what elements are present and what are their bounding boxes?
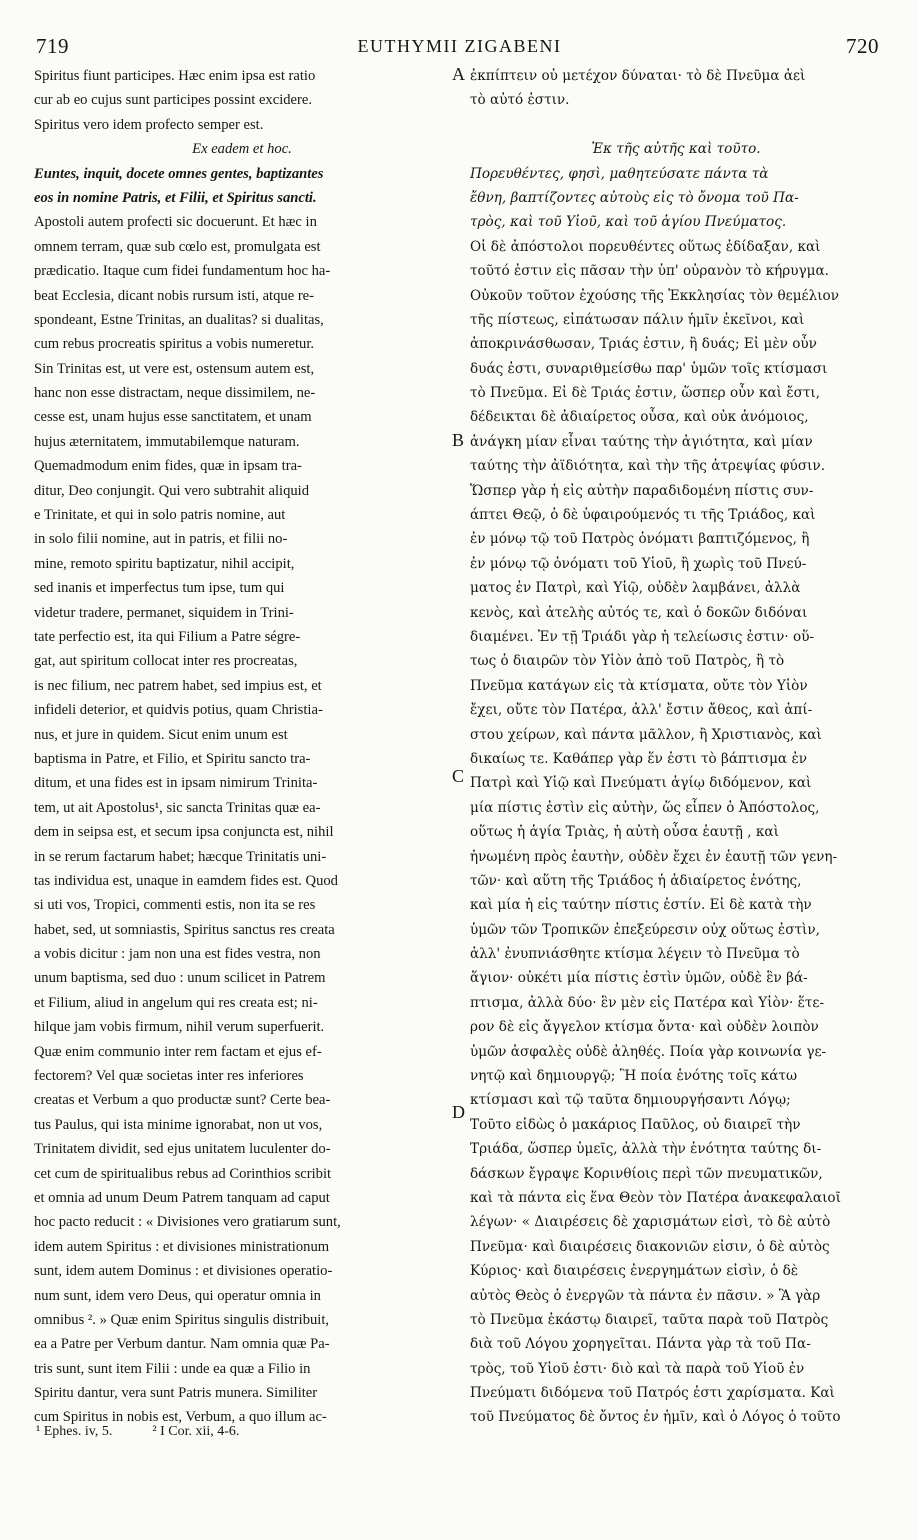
- greek-line: ἀλλ' ἐνυπνιάσθητε κτίσμα λέγειν τὸ Πνεῦμα τὸ: [470, 946, 800, 963]
- latin-line: cur ab eo cujus sunt participes possint excidere.: [34, 92, 313, 109]
- latin-line: tas individua est, unaque in eamdem fides est. Quod: [34, 872, 338, 889]
- latin-line: nus, et jure in quidem. Sicut enim unum est: [34, 726, 288, 743]
- latin-line: tris sunt, sunt item Filii : unde ea quæ a Filio in: [34, 1360, 311, 1377]
- latin-line: omnibus ². » Quæ enim Spiritus singulis distribuit,: [34, 1311, 330, 1328]
- greek-line: Οἱ δὲ ἀπόστολοι πορευθέντες οὕτως ἐδίδαξαν, καὶ: [470, 238, 821, 255]
- latin-line: idem autem Spiritus : et divisiones ministrationum: [34, 1238, 330, 1255]
- greek-line: μία πίστις ἐστὶν εἰς αὐτὴν, ὥς εἶπεν ὁ Ἀπόστολος,: [470, 799, 820, 816]
- latin-line: gat, aut spiritum collocat inter res procreatas,: [34, 653, 298, 670]
- latin-line: et omnia ad unum Deum Patrem tanquam ad caput: [34, 1189, 330, 1206]
- running-header: [0, 34, 919, 68]
- greek-line: καὶ τὰ πάντα εἰς ἕνα Θεὸν τὸν Πατέρα ἀνακεφαλαιοῖ: [470, 1189, 841, 1206]
- greek-line: διαμένει. Ἐν τῇ Τριάδι γὰρ ἡ τελείωσις ἐστιν· οὕ-: [470, 628, 815, 645]
- greek-line: ἀποκρινάσθωσαν, Τριάς ἐστιν, ἢ δυάς; Εἰ μὲν οὖν: [470, 336, 817, 353]
- greek-line: ἡνωμένη πρὸς ἑαυτὴν, οὐδὲν ἔχει ἐν ἑαυτῇ τῶν γενη-: [470, 848, 838, 865]
- latin-line: Spiritus vero idem profecto semper est.: [34, 116, 264, 133]
- latin-line: Ex eadem et hoc.: [192, 141, 292, 158]
- greek-line: Ὥσπερ γὰρ ἡ εἰς αὐτὴν παραδιδομένη πίστις συν-: [470, 482, 814, 499]
- latin-line: baptisma in Patre, et Filio, et Spiritu sancto tra-: [34, 750, 311, 767]
- latin-line: hujus æternitatem, immutabilemque naturam.: [34, 433, 300, 450]
- greek-line: Πνεῦμα· καὶ διαιρέσεις διακονιῶν εἰσιν, ὁ δὲ αὐτὸς: [470, 1238, 830, 1255]
- running-title: EUTHYMII ZIGABENI: [357, 36, 562, 56]
- latin-line: sunt, idem autem Dominus : et divisiones operatio-: [34, 1263, 333, 1280]
- greek-line: νητῷ καὶ δημιουργῷ; Ἢ ποία ἑνότης τοῖς κάτω: [470, 1068, 798, 1085]
- footnote-2: ² I Cor. xii, 4-6.: [152, 1424, 240, 1439]
- greek-line: τὸ Πνεῦμα. Εἰ δὲ Τριάς ἐστιν, ὥσπερ οὖν καὶ ἔστι,: [470, 385, 821, 402]
- latin-line: Trinitatem dividit, sed ejus unitatem luculenter do-: [34, 1141, 331, 1158]
- latin-line: Spiritu dantur, vera sunt Patris munera. Similiter: [34, 1385, 318, 1402]
- page-number-right: 720: [846, 34, 879, 58]
- greek-line: τρὸς, καὶ τοῦ Υἱοῦ, καὶ τοῦ ἁγίου Πνεύματος.: [470, 214, 787, 231]
- greek-line: διὰ τοῦ Λόγου χορηγεῖται. Πάντα γὰρ τὰ τοῦ Πα-: [470, 1336, 811, 1353]
- latin-line: cum Spiritus in nobis est, Verbum, a quo illum ac-: [34, 1409, 327, 1426]
- greek-line: άπτει Θεῷ, ὁ δὲ ὑφαιρούμενός τι τῆς Τριάδος, καὶ: [470, 507, 816, 524]
- latin-line: in se rerum factarum habet; hæcque Trinitatis uni-: [34, 848, 327, 865]
- greek-line: ἅγιον· οὐκέτι μία πίστις ἐστὶν ὑμῶν, οὐδὲ ἓν βά-: [470, 970, 808, 987]
- greek-column: [470, 64, 882, 1430]
- footnotes: [36, 1424, 239, 1440]
- latin-line: creatas et Verbum a quo productæ sunt? Certe bea-: [34, 1092, 331, 1109]
- greek-line: πτισμα, ἀλλὰ δύο· ἓν μὲν εἰς Πατέρα καὶ Υἱὸν· ἕτε-: [470, 994, 825, 1011]
- greek-line: Τοῦτο εἰδὼς ὁ μακάριος Παῦλος, οὐ διαιρεῖ τὴν: [470, 1116, 801, 1133]
- latin-line: hilque jam vobis firmum, nihil verum superfuerit.: [34, 1019, 325, 1036]
- greek-line: ρον δὲ εἰς ἄγγελον κτίσμα ὄντα· καὶ οὐδὲν λοιπὸν: [470, 1019, 819, 1036]
- latin-line: eos in nomine Patris, et Filii, et Spiritus sancti.: [34, 189, 317, 206]
- latin-line: dem in seipsa est, et secum ipsa conjuncta est, nihil: [34, 824, 334, 841]
- latin-line: cum rebus procreatis spiritus a vobis numeretur.: [34, 336, 315, 353]
- latin-line: Apostoli autem profecti sic docuerunt. Et hæc in: [34, 214, 317, 231]
- latin-line: Sin Trinitas est, ut vere est, ostensum autem est,: [34, 360, 315, 377]
- greek-line: Πορευθέντες, φησὶ, μαθητεύσατε πάντα τὰ: [470, 165, 769, 182]
- margin-letter-d: D: [452, 1102, 465, 1122]
- greek-line: δάσκων ἔγραψε Κορινθίοις περὶ τῶν πνευματικῶν,: [470, 1165, 823, 1182]
- latin-line: tus Paulus, qui ista minime ignorabat, non ut vos,: [34, 1116, 323, 1133]
- latin-line: tem, ut ait Apostolus¹, sic sancta Trinitas quæ ea-: [34, 799, 321, 816]
- greek-line: δέδεικται δὲ ἀδιαίρετος οὖσα, καὶ οὐκ ἀνόμοιος,: [470, 409, 809, 426]
- greek-line: τῶν· καὶ αὕτη τῆς Τριάδος ἡ ἀδιαίρετος ἑνότης,: [470, 872, 802, 889]
- latin-line: is nec filium, nec patrem habet, sed impius est, et: [34, 677, 322, 694]
- latin-line: beat Ecclesia, dicant nobis rursum isti, atque re-: [34, 287, 315, 304]
- latin-line: prædicatio. Itaque cum fidei fundamentum hoc ha-: [34, 263, 331, 280]
- greek-line: κτίσμασι καὶ τῷ ταῦτα δημιουργήσαντι Λόγῳ;: [470, 1092, 791, 1109]
- greek-line: ὑμῶν ἀσφαλὲς οὐδὲ ἀληθές. Ποία γὰρ κοινωνία γε-: [470, 1043, 827, 1060]
- greek-line: ἐκπίπτειν οὐ μετέχον δύναται· τὸ δὲ Πνεῦμα ἀεὶ: [470, 68, 806, 84]
- page-number-left: 719: [36, 34, 69, 58]
- greek-line: Κύριος· καὶ διαιρέσεις ἐνεργημάτων εἰσὶν, ὁ δὲ: [470, 1263, 799, 1280]
- greek-line: τὸ αὐτό ἐστιν.: [470, 92, 570, 109]
- greek-line: κενὸς, καὶ ἀτελὴς αὐτός τε, καὶ ὁ δοκῶν διδόναι: [470, 604, 808, 621]
- latin-line: Euntes, inquit, docete omnes gentes, baptizantes: [34, 165, 324, 182]
- greek-line: Τριάδα, ὥσπερ ὑμεῖς, ἀλλὰ τὴν ἑνότητα ταύτης δι-: [470, 1141, 822, 1158]
- greek-line: ταύτης τὴν ἀϊδιότητα, καὶ τὴν τῆς ἀτρεψίας φύσιν.: [470, 458, 826, 475]
- greek-line: στου χείρων, καὶ πάντα μᾶλλον, ἢ Χριστιανὸς, καὶ: [470, 726, 822, 743]
- greek-line: Πνεύματι διδόμενα τοῦ Πατρός ἐστι χαρίσματα. Καὶ: [470, 1385, 835, 1402]
- latin-line: omnem terram, quæ sub cœlo est, promulgata est: [34, 238, 321, 255]
- greek-line: [470, 113, 882, 137]
- latin-line: num sunt, idem vero Deus, qui operatur omnia in: [34, 1287, 321, 1304]
- greek-line: ἐν μόνῳ τῷ ὀνόματι τοῦ Υἱοῦ, ἢ χωρὶς τοῦ Πνεύ-: [470, 555, 807, 572]
- greek-line: λέγων· « Διαιρέσεις δὲ χαρισμάτων εἰσὶ, τὸ δὲ αὐτὸ: [470, 1214, 831, 1231]
- greek-line: δικαίως τε. Καθάπερ γὰρ ἕν ἐστι τὸ βάπτισμα ἐν: [470, 750, 807, 767]
- latin-line: Spiritus fiunt participes. Hæc enim ipsa est ratio: [34, 68, 316, 84]
- latin-line: Quæ enim communio inter rem factam et ejus ef-: [34, 1043, 322, 1060]
- greek-line: Οὐκοῦν τοῦτον ἐχούσης τῆς Ἐκκλησίας τὸν θεμέλιον: [470, 287, 839, 304]
- latin-line: cet cum de spiritualibus rebus ad Corinthios scribit: [34, 1165, 332, 1182]
- latin-line: hanc non esse distractam, neque dissimilem, ne-: [34, 385, 316, 402]
- latin-line: mine, remoto spiritu baptizatur, nihil accipit,: [34, 555, 295, 572]
- latin-line: cesse est, unam hujus esse sanctitatem, et unam: [34, 409, 312, 426]
- footnote-1: ¹ Ephes. iv, 5.: [36, 1424, 113, 1439]
- latin-line: sed inanis et imperfectus tum ipse, tum qui: [34, 580, 285, 597]
- latin-line: infideli deterior, et quidvis potius, quam Christia-: [34, 702, 323, 719]
- latin-line: unum baptisma, sed duo : unum scilicet in Patrem: [34, 970, 326, 987]
- greek-line: δυάς ἐστι, συναριθμείσθω παρ' ὑμῶν τοῖς κτίσμασι: [470, 360, 828, 377]
- latin-line: hoc pacto reducit : « Divisiones vero gratiarum sunt,: [34, 1214, 341, 1231]
- latin-line: in solo filii nomine, aut in patris, et filii no-: [34, 531, 288, 548]
- latin-line: ditur, Deo conjungit. Qui vero subtrahit aliquid: [34, 482, 310, 499]
- latin-line: spondeant, Estne Trinitas, an dualitas? si dualitas,: [34, 311, 324, 328]
- greek-line: ἀνάγκη μίαν εἶναι ταύτης τὴν ἁγιότητα, καὶ μίαν: [470, 433, 813, 450]
- latin-line: si uti vos, Tropici, commenti estis, non ita se res: [34, 897, 316, 914]
- greek-line: τοῦτό ἐστιν εἰς πᾶσαν τὴν ὑπ' οὐρανὸν τὸ κήρυγμα.: [470, 263, 830, 280]
- greek-line: τῆς πίστεως, εἰπάτωσαν πάλιν ἡμῖν ἐκεῖνοι, καὶ: [470, 311, 805, 328]
- greek-line: αὐτὸς Θεὸς ὁ ἐνεργῶν τὰ πάντα ἐν πᾶσιν. » Ἃ γὰρ: [470, 1287, 821, 1304]
- greek-line: ἐν μόνῳ τῷ τοῦ Πατρὸς ὀνόματι βαπτιζόμενος, ἢ: [470, 531, 810, 548]
- latin-line: tate perfectio est, ita qui Filium a Patre ségre-: [34, 628, 301, 645]
- latin-column: [34, 64, 450, 1430]
- greek-line: ματος ἐν Πατρὶ, καὶ Υἱῷ, οὐδὲν λαμβάνει, ἀλλὰ: [470, 580, 801, 597]
- greek-line: τὸ Πνεῦμα ἑκάστῳ διαιρεῖ, ταῦτα παρὰ τοῦ Πατρὸς: [470, 1311, 829, 1328]
- latin-line: ditum, et una fides est in ipsam nimirum Trinita-: [34, 775, 318, 792]
- latin-line: e Trinitate, et qui in solo patris nomine, aut: [34, 507, 286, 524]
- margin-letter-a: A: [452, 64, 465, 84]
- greek-line: ὑμῶν τῶν Τροπικῶν ἐπεξεύρεσιν οὐχ οὕτως ἐστὶν,: [470, 921, 820, 938]
- greek-line: Ἐκ τῆς αὐτῆς καὶ τοῦτο.: [591, 141, 761, 158]
- latin-line: a vobis dicitur : jam non una est fides vestra, non: [34, 946, 321, 963]
- latin-line: videtur tradere, permanet, siquidem in Trini-: [34, 604, 294, 621]
- greek-line: Πατρὶ καὶ Υἱῷ καὶ Πνεύματι ἁγίῳ διδόμενον, καὶ: [470, 775, 812, 792]
- latin-line: ea a Patre per Verbum dantur. Nam omnia quæ Pa-: [34, 1336, 330, 1353]
- greek-line: τως ὁ διαιρῶν τὸν Υἱὸν ἀπὸ τοῦ Πατρὸς, ἢ τὸ: [470, 653, 785, 670]
- margin-letter-c: C: [452, 766, 465, 786]
- latin-line: habet, sed, ut somniastis, Spiritus sanctus res creata: [34, 921, 335, 938]
- greek-line: τρὸς, τοῦ Υἱοῦ ἐστι· διὸ καὶ τὰ παρὰ τοῦ Υἱοῦ ἐν: [470, 1360, 805, 1377]
- latin-line: Quemadmodum enim fides, quæ in ipsam tra-: [34, 458, 302, 475]
- margin-letter-b: B: [452, 430, 465, 450]
- greek-line: καὶ μία ἡ εἰς ταύτην πίστις ἐστίν. Εἰ δὲ κατὰ τὴν: [470, 897, 812, 914]
- greek-line: τοῦ Πνεύματος δὲ ὄντος ἐν ἡμῖν, καὶ ὁ Λόγος ὁ τοῦτο: [470, 1409, 841, 1426]
- greek-line: ἔχει, οὔτε τὸν Πατέρα, ἀλλ' ἔστιν ἄθεος, καὶ ἀπί-: [470, 702, 813, 719]
- latin-line: fectorem? Vel quæ societas inter res inferiores: [34, 1068, 304, 1085]
- greek-line: ἔθνη, βαπτίζοντες αὐτοὺς εἰς τὸ ὄνομα τοῦ Πα-: [470, 189, 799, 206]
- greek-line: Πνεῦμα κατάγων εἰς τὰ κτίσματα, οὔτε τὸν Υἱὸν: [470, 677, 808, 694]
- latin-line: et Filium, aliud in angelum qui res creata est; ni-: [34, 994, 318, 1011]
- greek-line: οὕτως ἡ ἁγία Τριὰς, ἡ αὐτὴ οὖσα ἑαυτῇ , καὶ: [470, 824, 779, 841]
